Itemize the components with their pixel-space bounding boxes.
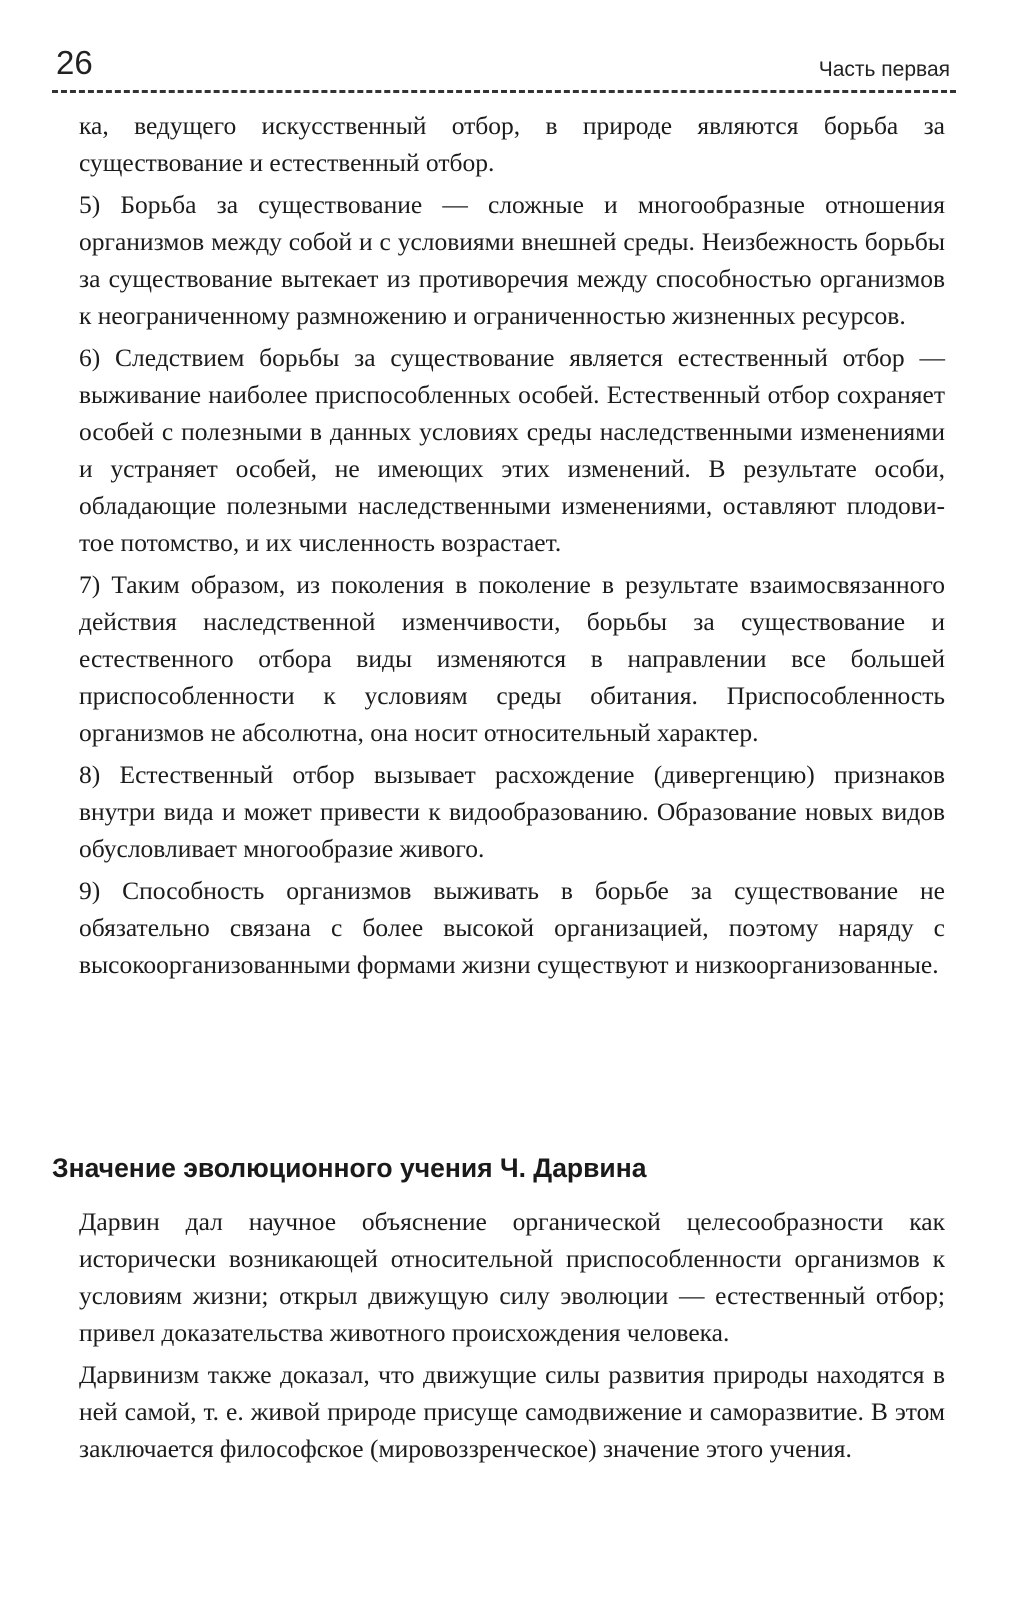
- paragraph-item-8: 8) Естественный отбор вызывает расхождение (дивергенцию) признаков внутри вида и может привести к видообразованию. Образование новых видов обусловливает многообразие живого.: [79, 760, 945, 863]
- paragraph-item-7: 7) Таким образом, из поколения в поколение в результате взаимосвязанного действия наследственной изменчивости, борьбы за существование и естественного отбора виды изменяются в направлении все большей приспособленности к условиям среды обитания. Приспособленность организмов не абсолютна, она носит относительный характер.: [79, 570, 945, 747]
- header-dashed-rule: [52, 90, 956, 93]
- section-paragraph: Дарвинизм также доказал, что движущие силы развития природы находятся в ней самой, т. е. живой природе присуще самодвижение и саморазвитие. В этом заключается философское (мировоззренческое) значение этого учения.: [79, 1360, 945, 1463]
- section-text: [79, 1203, 945, 1472]
- paragraph-item-5: 5) Борьба за существование — сложные и многообразные отношения организмов между собой и с условиями внешней среды. Неизбежность борьбы за существование вытекает из противоречия между способностью организмов к неограниченному размножению и ограниченностью жизненных ресурсов.: [79, 190, 945, 330]
- page-header: [52, 40, 956, 96]
- running-head: Часть первая: [818, 58, 950, 81]
- paragraph-item-6: 6) Следствием борьбы за существование является естественный отбор — выживание наиболее приспособленных особей. Естественный отбор сохраняет особей с полезными в данных условиях среды наследственными изменениями и устраняет особей, не имеющих этих изменений. В результате особи, обладающие полезными наследственными изменениями, оставляют плодовитое потомство, и их численность возрастает.: [79, 343, 945, 557]
- paragraph-item-9: 9) Способность организмов выживать в борьбе за существование не обязательно связана с более высокой организацией, поэтому наряду с высокоорганизованными формами жизни существуют и низкоорганизованные.: [79, 876, 945, 979]
- section-paragraph: Дарвин дал научное объяснение органической целесообразности как исторически возникающей относительной приспособленности организмов к условиям жизни; открыл движущую силу эволюции — естественный отбор; привел доказательства животного происхождения человека.: [79, 1207, 945, 1347]
- section-heading: Значение эволюционного учения Ч. Дарвина: [52, 1153, 647, 1183]
- main-text: [79, 107, 945, 988]
- paragraph-continuation: ка, ведущего искусственный отбор, в природе являются борьба за существование и естественный отбор.: [79, 111, 945, 177]
- page-number: 26: [56, 44, 93, 81]
